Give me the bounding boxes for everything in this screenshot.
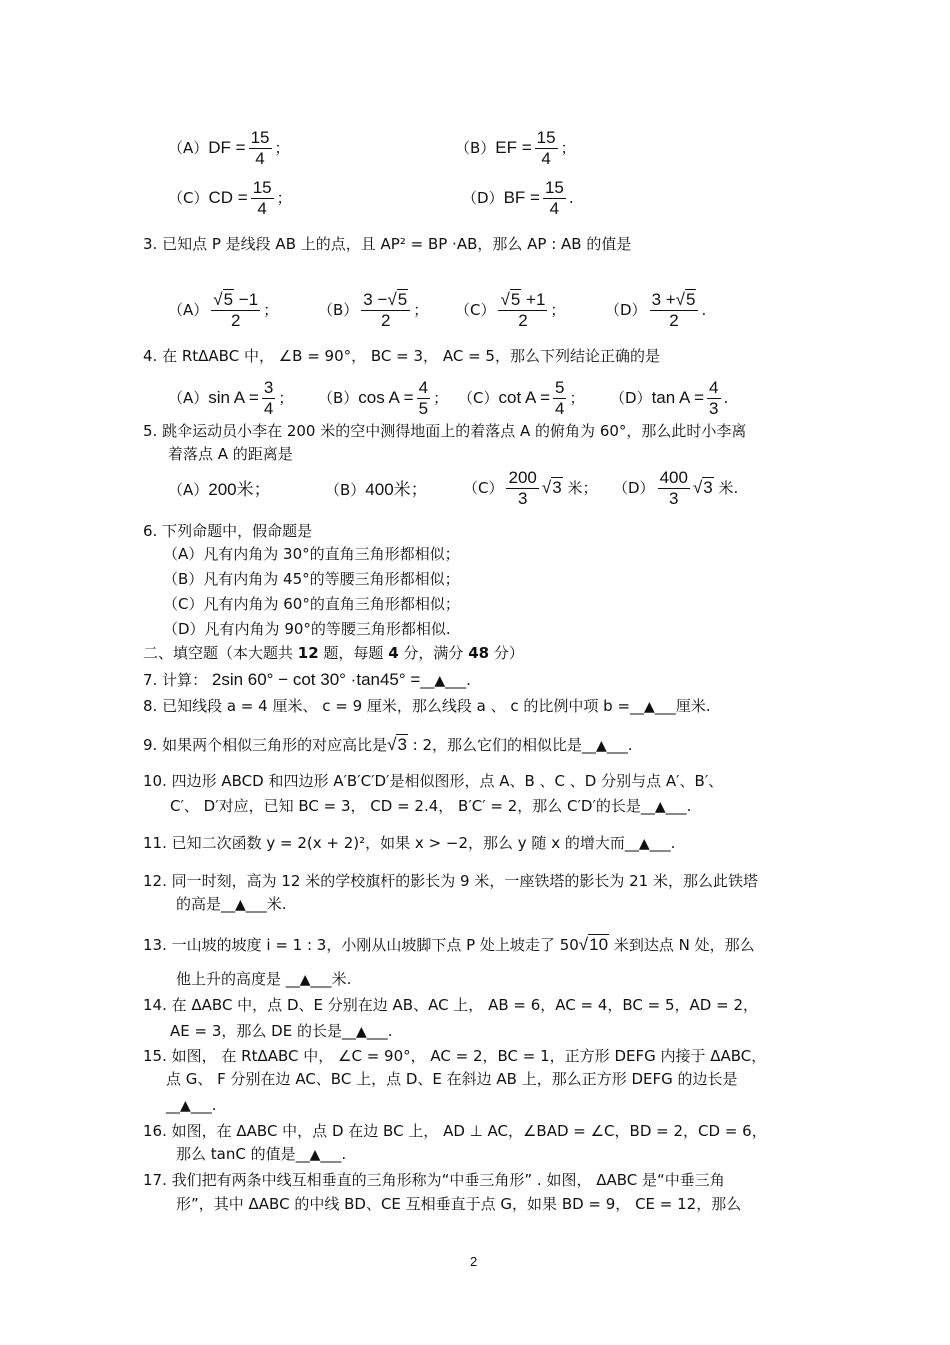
q4-option-a: （A）sin A = $\frac{3}{4}$ ； <box>168 378 294 418</box>
answer-blank: __▲___ <box>630 699 676 715</box>
answer-blank: __▲___ <box>295 1147 342 1163</box>
q2-option-c: （C）CD = $\frac{15}{4}$ ； <box>168 178 292 218</box>
q13-line1: 13. 一山坡的坡度 i = 1 : 3，小刚从山坡脚下点 P 处上坡走了 50√10 米到达点 N 处，那么 <box>143 935 755 954</box>
q4-option-d: （D）tan A = $\frac{4}{3}$ . <box>610 378 729 418</box>
q2-option-d: （D）BF = $\frac{15}{4}$ . <box>462 178 574 218</box>
q5-option-d: （D） $\frac{400}{3}$ √3 米. <box>613 468 739 508</box>
q6-option-d: （D）凡有内角为 90°的等腰三角形都相似. <box>163 620 451 638</box>
q3-option-d: （D） $\frac{3 +√5}{2}$ . <box>605 290 707 330</box>
q5-option-c: （C） $\frac{200}{3}$ √3 米； <box>463 468 598 508</box>
q10-line1: 10. 四边形 ABCD 和四边形 A′B′C′D′是相似图形，点 A、B 、C 、D 分别与点 A′、B′、 <box>143 772 724 790</box>
q6-option-c: （C）凡有内角为 60°的直角三角形都相似； <box>163 595 460 613</box>
answer-blank: __▲___ <box>582 738 628 754</box>
q3-option-b: （B） $\frac{3 -√5}{2}$ ； <box>318 290 429 330</box>
answer-blank: __▲___ <box>341 1024 388 1040</box>
answer-blank: __▲___ <box>420 673 467 689</box>
q8: 8. 已知线段 a = 4 厘米、 c = 9 厘米，那么线段 a 、 c 的比例中项 b =__▲___厘米. <box>143 697 711 715</box>
q5-stem-line1: 5. 跳伞运动员小李在 200 米的空中测得地面上的着落点 A 的俯角为 60°，那么此时小李离 <box>143 422 747 440</box>
answer-blank: __▲___ <box>624 836 671 852</box>
answer-blank: __▲___ <box>285 972 332 988</box>
q17-line1: 17. 我们把有两条中线互相垂直的三角形称为“中垂三角形” . 如图， ΔABC 是“中垂三角 <box>143 1171 725 1189</box>
q6-option-b: （B）凡有内角为 45°的等腰三角形都相似； <box>163 570 460 588</box>
q14-line2: AE = 3，那么 DE 的长是__▲___. <box>170 1022 393 1040</box>
q11: 11. 已知二次函数 y = 2(x + 2)²，如果 x > −2，那么 y 随 x 的增大而__▲___. <box>143 834 676 852</box>
q3-option-c: （C） $\frac{√5 +1}{2}$ ； <box>455 290 566 330</box>
q3-stem: 3. 已知点 P 是线段 AB 上的点，且 AP² = BP ·AB，那么 AP : AB 的值是 <box>143 235 632 253</box>
q4-stem: 4. 在 RtΔABC 中， ∠B = 90°， BC = 3， AC = 5，那么下列结论正确的是 <box>143 347 660 365</box>
q14-line1: 14. 在 ΔABC 中，点 D、E 分别在边 AB、AC 上， AB = 6，AC = 4，BC = 5，AD = 2， <box>143 996 759 1014</box>
answer-blank: __▲___ <box>166 1098 212 1114</box>
section-heading: 二、填空题（本大题共 12 题，每题 4 分，满分 48 分） <box>143 644 524 662</box>
q5-stem-line2: 着落点 A 的距离是 <box>168 445 293 463</box>
page-number: 2 <box>470 1254 478 1269</box>
q6-option-a: （A）凡有内角为 30°的直角三角形都相似； <box>163 545 460 563</box>
answer-blank: __▲___ <box>221 897 267 913</box>
q4-option-c: （C）cot A = $\frac{5}{4}$ ； <box>458 378 585 418</box>
q15-line2: 点 G、 F 分别在边 AC、BC 上，点 D、E 在斜边 AB 上，那么正方形 DEFG 的边长是 <box>166 1070 738 1088</box>
q4-option-b: （B）cos A = $\frac{4}{5}$ ； <box>318 378 449 418</box>
q5-option-a: （A）200米； <box>168 480 271 499</box>
answer-blank: __▲___ <box>640 799 687 815</box>
q2-option-b: （B）EF = $\frac{15}{4}$ ； <box>455 128 576 168</box>
q5-option-b: （B）400米； <box>325 480 428 499</box>
q2-option-a: （A）DF = $\frac{15}{4}$ ； <box>168 128 290 168</box>
q12-line2: 的高是__▲___米. <box>176 895 287 913</box>
q7: 7. 计算： 2sin 60° − cot 30° ·tan45° =__▲___. <box>143 670 471 689</box>
q6-stem: 6. 下列命题中，假命题是 <box>143 522 313 540</box>
q12-line1: 12. 同一时刻，高为 12 米的学校旗杆的影长为 9 米，一座铁塔的影长为 21 米，那么此铁塔 <box>143 872 758 890</box>
q17-line2: 形”，其中 ΔABC 的中线 BD、CE 互相垂直于点 G，如果 BD = 9， CE = 12，那么 <box>176 1195 742 1213</box>
q16-line2: 那么 tanC 的值是__▲___. <box>176 1145 347 1163</box>
q9: 9. 如果两个相似三角形的对应高比是√3 : 2，那么它们的相似比是__▲___. <box>143 735 633 754</box>
q15-line3: __▲___. <box>166 1096 217 1114</box>
q3-option-a: （A） $\frac{√5 -1}{2}$ ； <box>168 290 279 330</box>
q15-line1: 15. 如图， 在 RtΔABC 中， ∠C = 90°， AC = 2，BC = 1，正方形 DEFG 内接于 ΔABC， <box>143 1047 767 1065</box>
q10-line2: C′、 D′对应，已知 BC = 3， CD = 2.4， B′C′ = 2，那么 C′D′的长是__▲___. <box>170 797 692 815</box>
q13-line2: 他上升的高度是 __▲___米. <box>176 970 352 988</box>
q16-line1: 16. 如图，在 ΔABC 中，点 D 在边 BC 上， AD ⊥ AC，∠BAD = ∠C，BD = 2，CD = 6， <box>143 1122 767 1140</box>
